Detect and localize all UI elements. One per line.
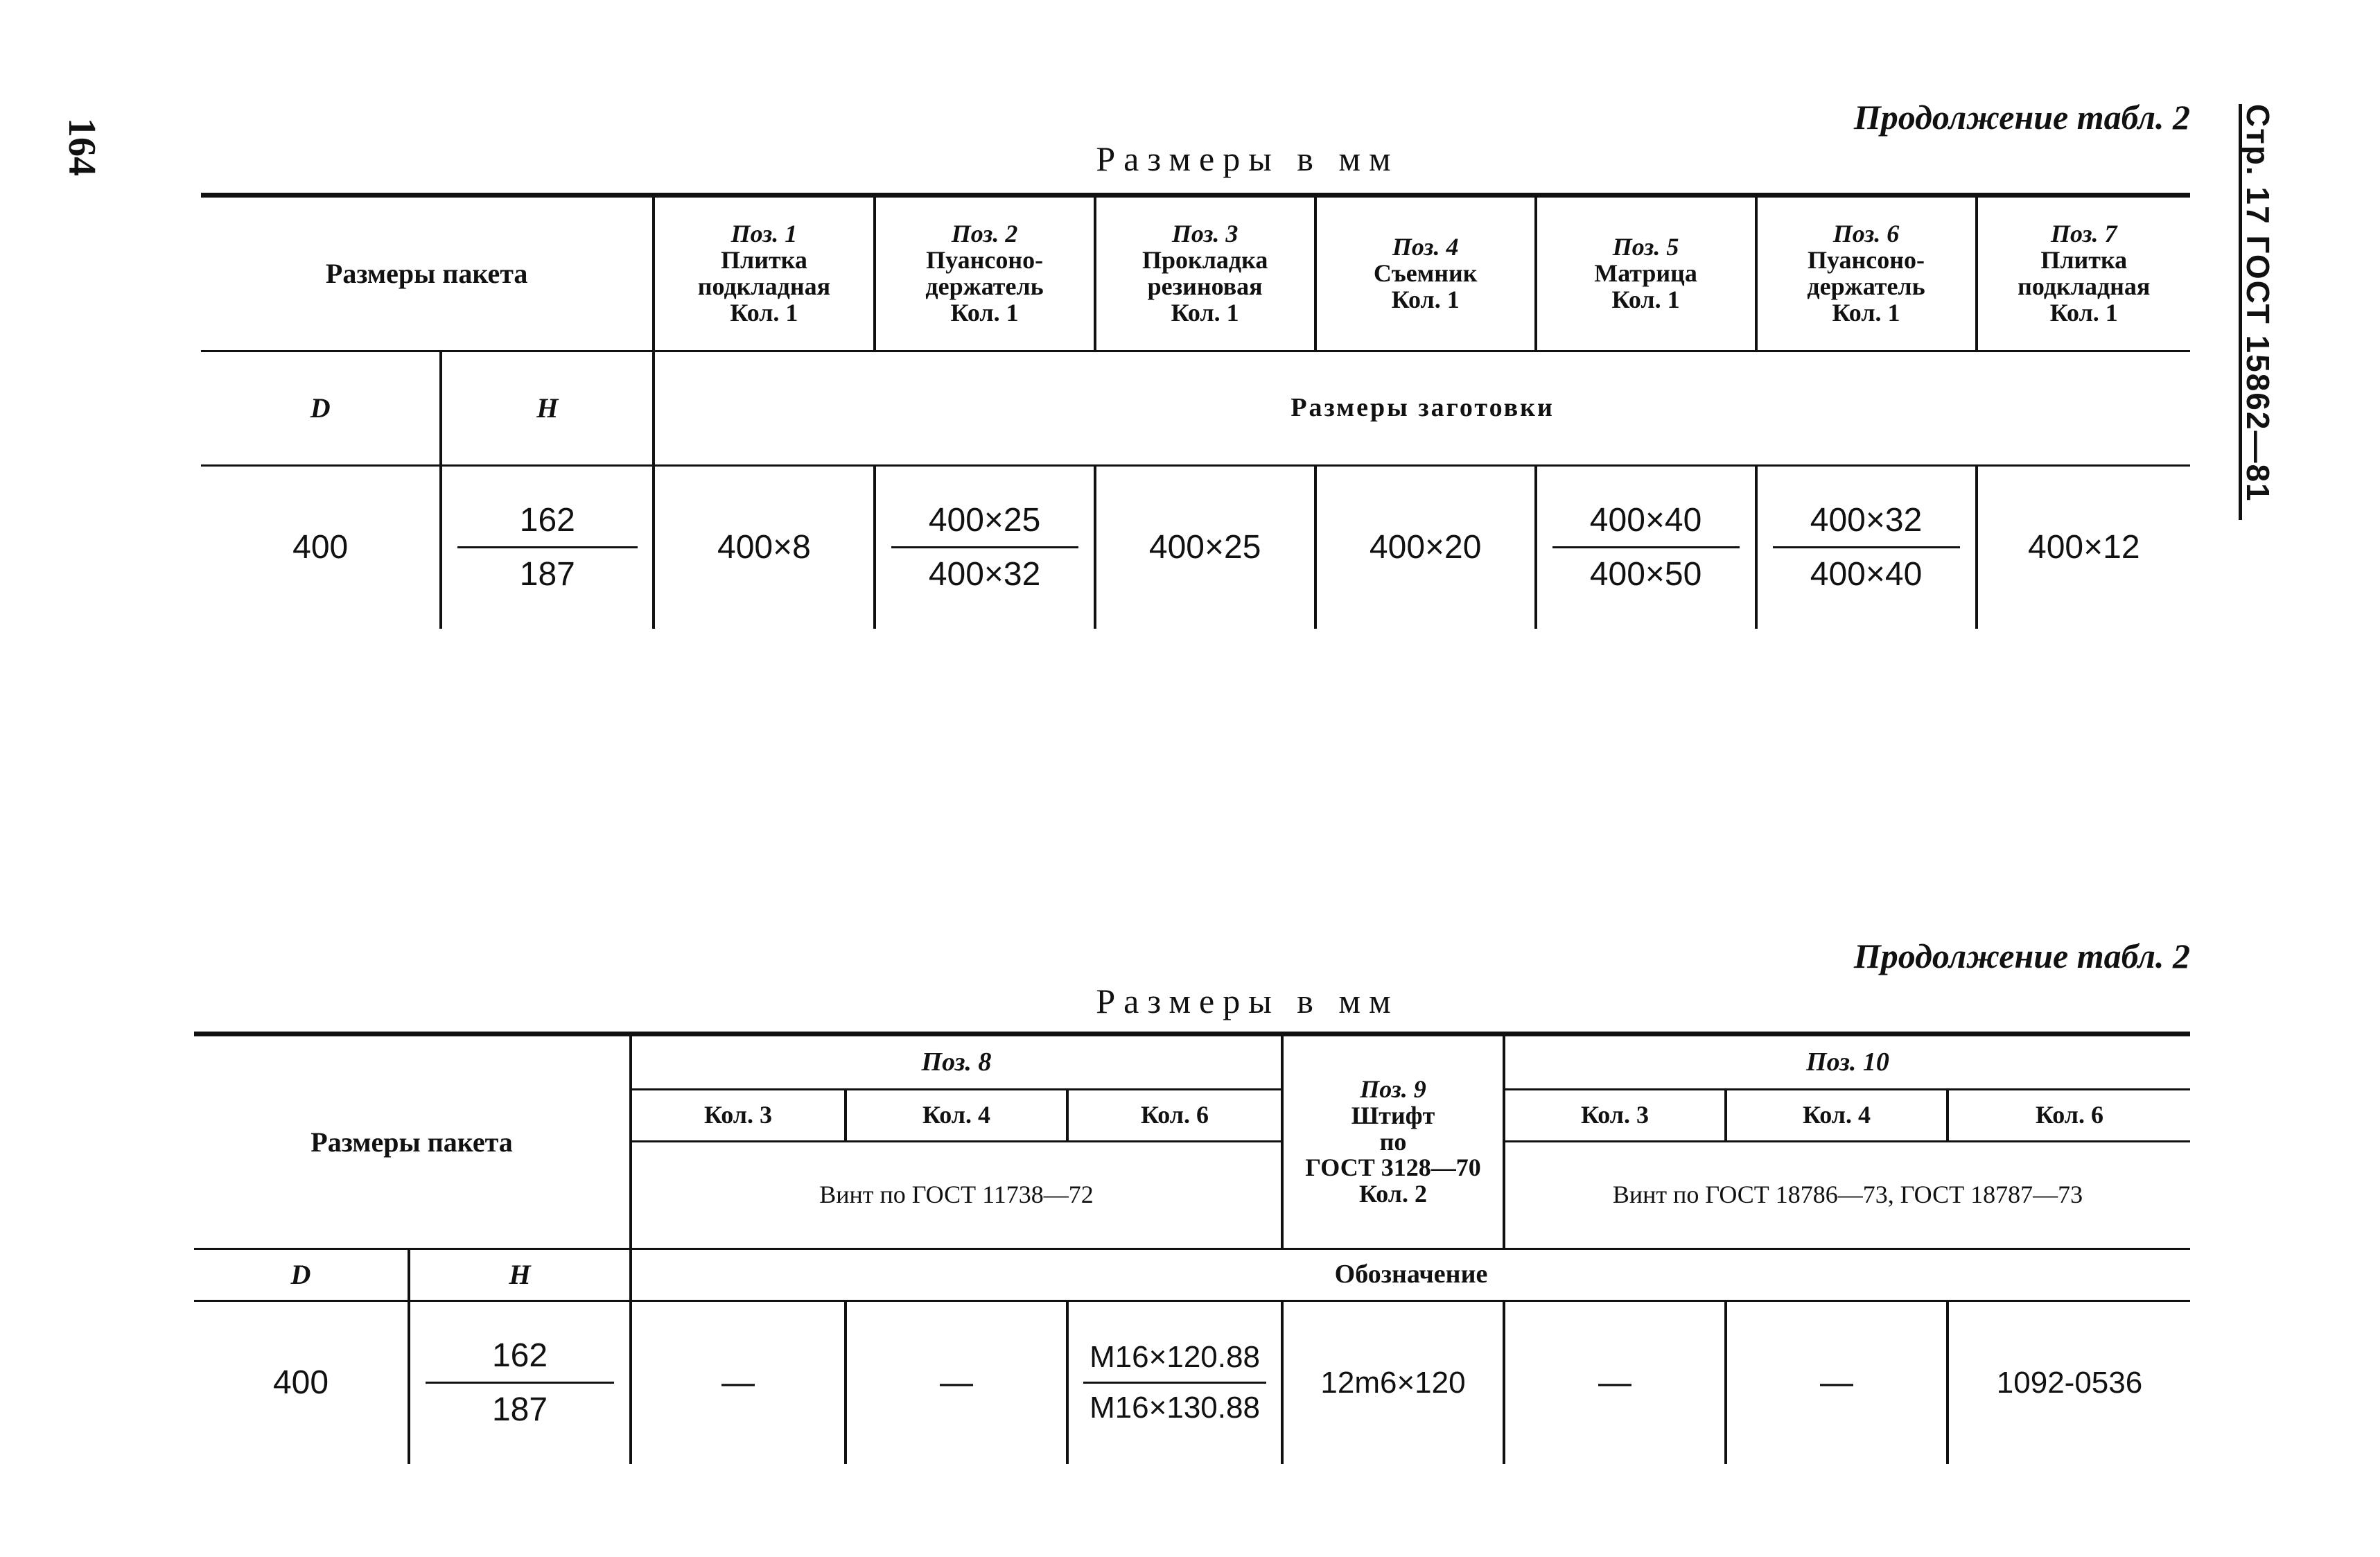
page-number: 164 [60, 118, 103, 176]
table1-pos6-header: Поз. 6 Пуансоно-держатель Кол. 1 [1756, 195, 1977, 351]
table2-pos8-col4: Кол. 4 [846, 1090, 1067, 1142]
table2-pos10-header: Поз. 10 [1504, 1034, 2190, 1090]
table1-cell-p6: 400×32 400×40 [1756, 466, 1977, 629]
table1-col-d: D [201, 351, 441, 466]
table2-package-header: Размеры пакета [194, 1034, 631, 1249]
table1-pos3-header: Поз. 3 Прокладка резиновая Кол. 1 [1095, 195, 1315, 351]
table2-cell-h: 162 187 [409, 1301, 631, 1464]
table1-package-header: Размеры пакета [201, 195, 654, 351]
table2-cell-d: 400 [194, 1301, 409, 1464]
table2-units: Размеры в мм [1096, 982, 1399, 1020]
table2-pos8-col6: Кол. 6 [1067, 1090, 1282, 1142]
table2-cell-p8-k3: — [631, 1301, 846, 1464]
table2-col-d: D [194, 1249, 409, 1301]
table1-cell-p3: 400×25 [1095, 466, 1315, 629]
table1-pos1-header: Поз. 1 Плитка подкладная Кол. 1 [654, 195, 874, 351]
table1-cell-p1: 400×8 [654, 466, 874, 629]
table1-cell-p4: 400×20 [1315, 466, 1536, 629]
table2-pos10-col6: Кол. 6 [1948, 1090, 2190, 1142]
table2-pos8-col3: Кол. 3 [631, 1090, 846, 1142]
table1-pos2-header: Поз. 2 Пуансоно-держатель Кол. 1 [875, 195, 1095, 351]
table2 [194, 1032, 2190, 1464]
table1-col-h: H [441, 351, 654, 466]
table1-pos5-header: Поз. 5 Матрица Кол. 1 [1536, 195, 1756, 351]
table2-cell-p10-k3: — [1504, 1301, 1726, 1464]
table2-cell-p8-k6: M16×120.88 M16×130.88 [1067, 1301, 1282, 1464]
table2-pos8-desc: Винт по ГОСТ 11738—72 [631, 1142, 1282, 1249]
table1-caption: Продолжение табл. 2 [1853, 98, 2190, 137]
table2-pos10-desc: Винт по ГОСТ 18786—73, ГОСТ 18787—73 [1612, 1181, 2083, 1209]
table1-cell-d: 400 [201, 466, 441, 629]
table2-caption: Продолжение табл. 2 [1853, 937, 2190, 975]
table2-designation: Обозначение [1334, 1260, 1488, 1289]
table2-cell-p10-k4: — [1726, 1301, 1948, 1464]
table1-cell-h: 162 187 [441, 466, 654, 629]
table1-cell-p7: 400×12 [2028, 529, 2140, 566]
table2-pos9-header: Поз. 9 Штифт по ГОСТ 3128—70 Кол. 2 [1282, 1034, 1504, 1249]
table1-pos4-header: Поз. 4 Съемник Кол. 1 [1315, 195, 1536, 351]
table2-cell-p9: 12m6×120 [1282, 1301, 1504, 1464]
table2-pos10-col4: Кол. 4 [1726, 1090, 1948, 1142]
table1-cell-p5: 400×40 400×50 [1536, 466, 1756, 629]
table1 [201, 193, 2190, 629]
table2-pos10-col3: Кол. 3 [1504, 1090, 1726, 1142]
table2-cell-p10-k6: 1092-0536 [1996, 1365, 2143, 1400]
table1-pos7-header: Поз. 7 Плитка подкладная Кол. 1 [2018, 220, 2151, 327]
table2-cell-p8-k4: — [846, 1301, 1067, 1464]
side-header: Стр. 17 ГОСТ 15862—81 [2240, 104, 2276, 503]
table2-col-h: H [409, 1249, 631, 1301]
table1-blank-sizes: Размеры заготовки [1290, 393, 1555, 423]
table1-units: Размеры в мм [1096, 139, 1399, 178]
table1-cell-p2: 400×25 400×32 [875, 466, 1095, 629]
table2-pos8-header: Поз. 8 [631, 1034, 1282, 1090]
